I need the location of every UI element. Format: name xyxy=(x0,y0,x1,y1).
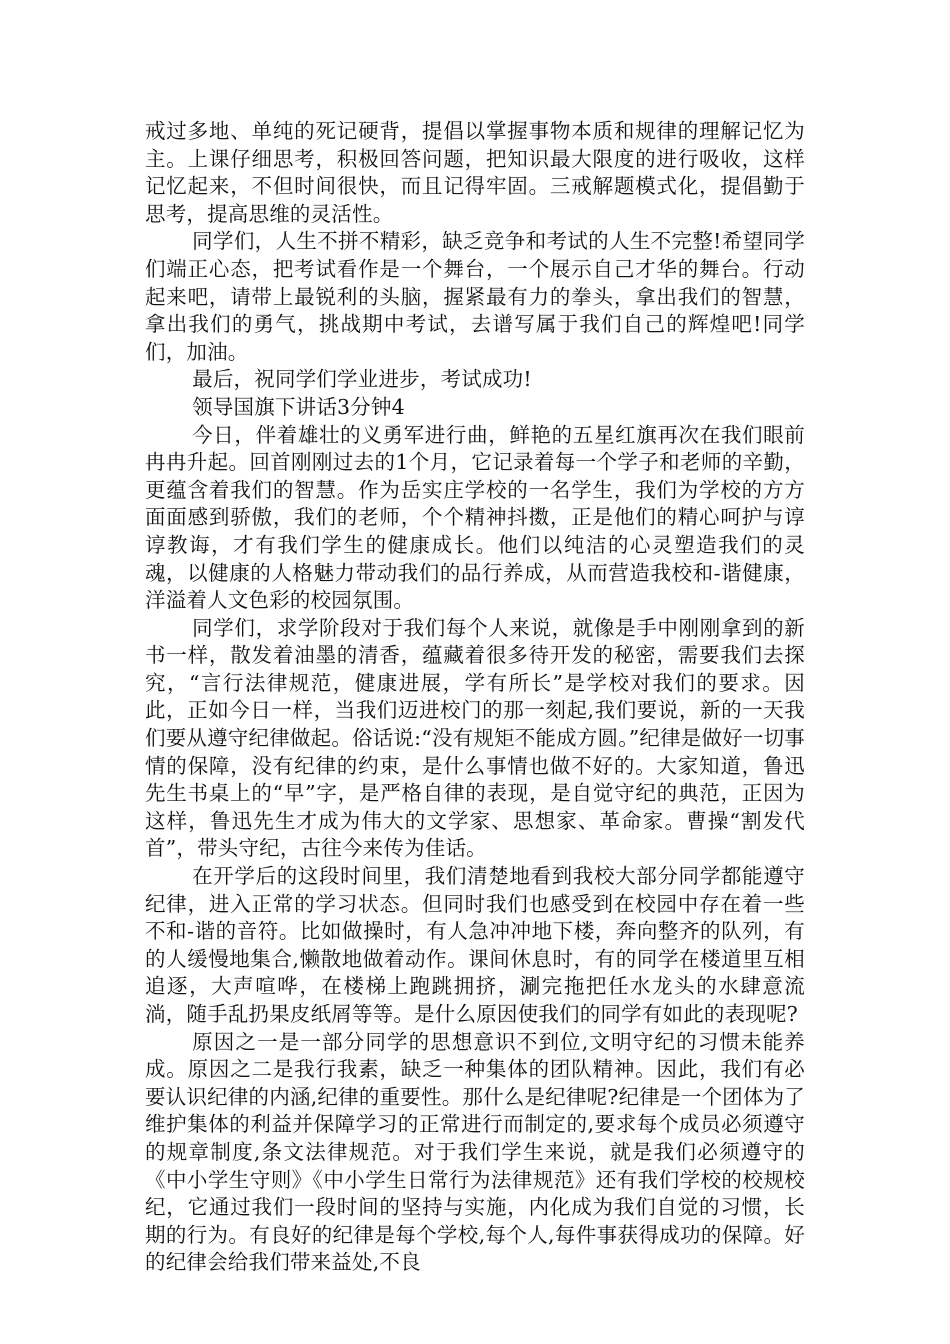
document-page xyxy=(145,118,805,1277)
paragraph-6: 在开学后的这段时间里，我们清楚地看到我校大部分同学都能遵守纪律，进入正常的学习状态。但同时我们也感受到在校园中存在着一些不和-谐的音符。比如做操时，有人急冲冲地下楼，奔向整齐的队列，有的人缓慢地集合,懒散地做着动作。课间休息时，有的同学在楼道里互相追逐，大声喧哗，在楼梯上跑跳拥挤，涮完拖把任水龙头的水肆意流淌，随手乱扔果皮纸屑等等。是什么原因使我们的同学有如此的表现呢? xyxy=(145,864,805,1026)
section-heading: 领导国旗下讲话3分钟4 xyxy=(192,394,405,419)
paragraph-4: 今日，伴着雄壮的义勇军进行曲，鲜艳的五星红旗再次在我们眼前冉冉升起。回首刚刚过去的1个月，它记录着每一个学子和老师的辛勤，更蕴含着我们的智慧。作为岳实庄学校的一名学生，我们为学校的方方面面感到骄傲，我们的老师，个个精神抖擞，正是他们的精心呵护与谆谆教诲，才有我们学生的健康成长。他们以纯洁的心灵塑造我们的灵魂，以健康的人格魅力带动我们的品行养成，从而营造我校和-谐健康，洋溢着人文色彩的校园氛围。 xyxy=(145,422,805,613)
paragraph-7: 原因之一是一部分同学的思想意识不到位,文明守纪的习惯未能养成。原因之二是我行我素，缺乏一种集体的团队精神。因此，我们有必要认识纪律的内涵,纪律的重要性。那什么是纪律呢?纪律是一个团体为了维护集体的利益并保障学习的正常进行而制定的,要求每个成员必须遵守的规章制度,条文法律规范。对于我们学生来说，就是我们必须遵守的《中小学生守则》《中小学生日常行为法律规范》还有我们学校的校规校纪，它通过我们一段时间的坚持与实施，内化成为我们自觉的习惯，长期的行为。有良好的纪律是每个学校,每个人,每件事获得成功的保障。好的纪律会给我们带来益处,不良 xyxy=(145,1029,805,1275)
paragraph-1: 戒过多地、单纯的死记硬背，提倡以掌握事物本质和规律的理解记忆为主。上课仔细思考，积极回答问题，把知识最大限度的进行吸收，这样记忆起来，不但时间很快，而且记得牢固。三戒解题模式化，提倡勤于思考，提高思维的灵活性。 xyxy=(145,119,805,226)
paragraph-5: 同学们，求学阶段对于我们每个人来说，就像是手中刚刚拿到的新书一样，散发着油墨的清香，蕴藏着很多待开发的秘密，需要我们去探究，“言行法律规范，健康进展，学有所长”是学校对我们的要求。因此，正如今日一样，当我们迈进校门的那一刻起,我们要说，新的一天我们要从遵守纪律做起。俗话说:“没有规矩不能成方圆。”纪律是做好一切事情的保障，没有纪律的约束，是什么事情也做不好的。大家知道，鲁迅先生书桌上的“早”字，是严格自律的表现，是自觉守纪的典范，正因为这样，鲁迅先生才成为伟大的文学家、思想家、革命家。曹操“割发代首”，带头守纪，古往今来传为佳话。 xyxy=(145,615,805,861)
paragraph-3: 最后，祝同学们学业进步，考试成功! xyxy=(192,367,532,392)
paragraph-2: 同学们，人生不拼不精彩，缺乏竞争和考试的人生不完整!希望同学们端正心态，把考试看作是一个舞台，一个展示自己才华的舞台。行动起来吧，请带上最锐利的头脑，握紧最有力的拳头，拿出我们的智慧，拿出我们的勇气，挑战期中考试，去谱写属于我们自己的辉煌吧!同学们，加油。 xyxy=(145,229,805,364)
